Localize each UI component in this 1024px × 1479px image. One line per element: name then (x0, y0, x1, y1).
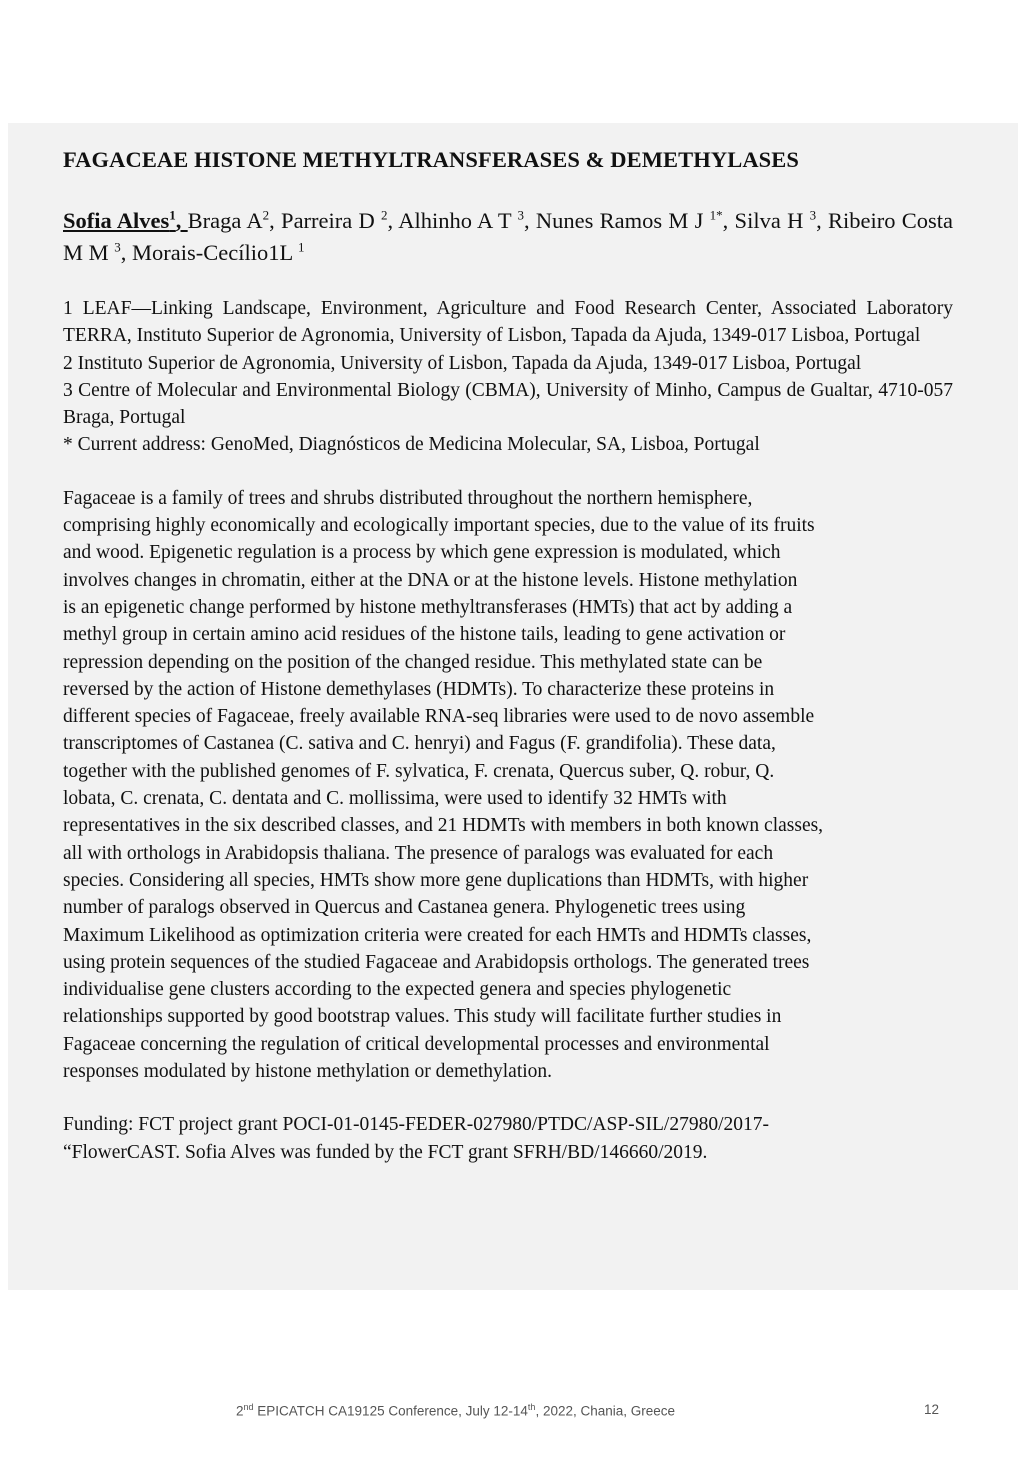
page-footer (0, 1402, 1024, 1422)
abstract-line: methyl group in certain amino acid residues of the histone tails, leading to gene activation or (63, 624, 786, 646)
abstract-line: and wood. Epigenetic regulation is a process by which gene expression is modulated, which (63, 542, 781, 564)
abstract-line: together with the published genomes of F. sylvatica, F. crenata, Quercus suber, Q. robur, Q. (63, 760, 775, 782)
abstract-line: involves changes in chromatin, either at the DNA or at the histone levels. Histone methylation (63, 569, 798, 591)
abstract-body (63, 485, 953, 1086)
abstract-content (63, 145, 953, 1166)
abstract-line: Fagaceae concerning the regulation of critical developmental processes and environmental (63, 1033, 770, 1055)
abstract-line: species. Considering all species, HMTs show more gene duplications than HDMTs, with higher (63, 869, 809, 891)
funding-line: “FlowerCAST. Sofia Alves was funded by the FCT grant SFRH/BD/146660/2019. (63, 1141, 708, 1163)
abstract-line: representatives in the six described classes, and 21 HDMTs with members in both known classes, (63, 815, 824, 837)
lead-author: Sofia Alves$^1$, (63, 207, 188, 233)
abstract-line: relationships supported by good bootstrap values. This study will facilitate further studies in (63, 1006, 782, 1028)
affiliations (63, 295, 953, 459)
abstract-line: is an epigenetic change performed by histone methyltransferases (HMTs) that act by adding a (63, 596, 793, 618)
abstract-line: using protein sequences of the studied Fagaceae and Arabidopsis orthologs. The generated trees (63, 951, 810, 973)
abstract-line: Maximum Likelihood as optimization criteria were created for each HMTs and HDMTs classes, (63, 924, 812, 946)
affiliation-3: 3 Centre of Molecular and Environmental Biology (CBMA), University of Minho, Campus de Gualtar, 4710-057 Braga, Portugal (63, 379, 953, 429)
author-list: Sofia Alves$^1$, Braga $A^2$, Parreira D $^2$, Alhinho A T $^3$, Nunes Ramos M J $^{1*}$, Silva H $^3$, Ribeiro Costa M M $^3$, Morais-Cecílio1L $^1$ (63, 207, 953, 265)
conference-info: 2nd EPICATCH CA19125 Conference, July 12-14th, 2022, Chania, Greece (236, 1402, 676, 1419)
abstract-line: all with orthologs in Arabidopsis thaliana. The presence of paralogs was evaluated for each (63, 842, 774, 864)
current-address: * Current address: GenoMed, Diagnósticos de Medicina Molecular, SA, Lisboa, Portugal (63, 434, 760, 456)
abstract-line: repression depending on the position of the changed residue. This methylated state can be (63, 651, 763, 673)
abstract-line: Fagaceae is a family of trees and shrubs distributed throughout the northern hemisphere, (63, 487, 753, 509)
affiliation-2: 2 Instituto Superior de Agronomia, University of Lisbon, Tapada da Ajuda, 1349-017 Lisboa, Portugal (63, 352, 862, 374)
abstract-line: reversed by the action of Histone demethylases (HDMTs). To characterize these proteins in (63, 678, 775, 700)
page-number: 12 (924, 1402, 940, 1417)
abstract-line: different species of Fagaceae, freely available RNA-seq libraries were used to de novo assemble (63, 706, 815, 728)
abstract-line: responses modulated by histone methylation or demethylation. (63, 1061, 553, 1083)
abstract-line: number of paralogs observed in Quercus and Castanea genera. Phylogenetic trees using (63, 897, 746, 919)
funding-statement (63, 1111, 953, 1166)
abstract-line: lobata, C. crenata, C. dentata and C. mollissima, were used to identify 32 HMTs with (63, 788, 727, 810)
funding-line: Funding: FCT project grant POCI-01-0145-FEDER-027980/PTDC/ASP-SIL/27980/2017- (63, 1114, 769, 1136)
abstract-line: comprising highly economically and ecologically important species, due to the value of its fruits (63, 515, 815, 537)
paper-title: FAGACEAE HISTONE METHYLTRANSFERASES & DEMETHYLASES (63, 147, 799, 172)
abstract-line: individualise gene clusters according to the expected genera and species phylogenetic (63, 979, 732, 1001)
abstract-line: transcriptomes of Castanea (C. sativa and C. henryi) and Fagus (F. grandifolia). These data, (63, 733, 776, 755)
affiliation-1: 1 LEAF—Linking Landscape, Environment, Agriculture and Food Research Center, Associated Laboratory TERRA, Instituto Superior de Agronomia, University of Lisbon, Tapada da Ajuda, 1349-017 Lisboa, Portugal (63, 298, 953, 347)
